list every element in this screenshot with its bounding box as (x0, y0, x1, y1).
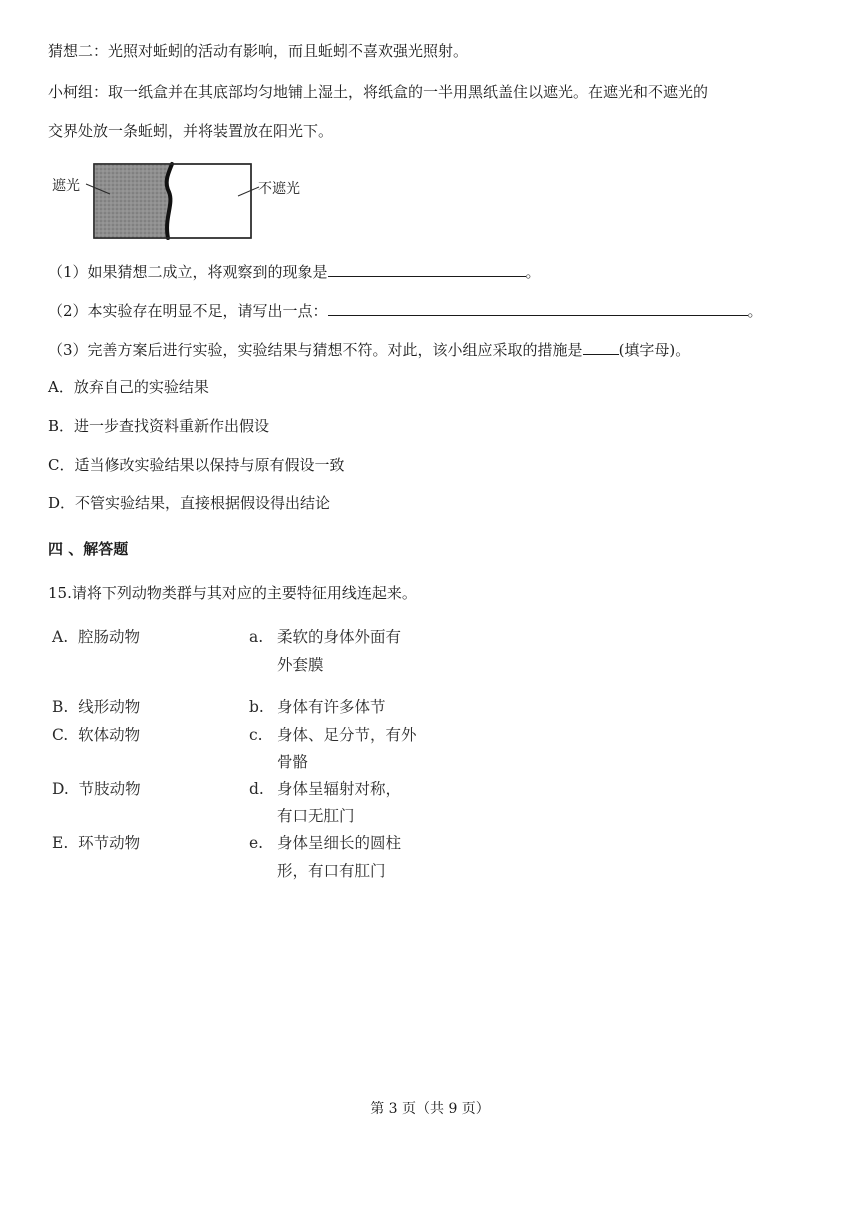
right-item-c-line1: 身体、足分节，有外 (277, 726, 417, 744)
left-item-b: B. 线形动物 (52, 698, 141, 716)
right-item-a-letter: a. (249, 628, 264, 646)
question-3: （3）完善方案后进行实验，实验结果与猜想不符。对此，该小组应采取的措施是 (填字母)。 (48, 341, 691, 359)
answer-blank-1[interactable] (328, 262, 526, 277)
experiment-box-diagram (52, 160, 312, 244)
option-d: D．不管实验结果，直接根据假设得出结论 (48, 494, 331, 512)
right-item-b-letter: b. (249, 698, 264, 716)
question-15: 15.请将下列动物类群与其对应的主要特征用线连起来。 (48, 584, 417, 602)
right-item-e-line1: 身体呈细长的圆柱 (277, 834, 402, 852)
right-item-b-line1: 身体有许多体节 (277, 698, 386, 716)
left-item-e: E. 环节动物 (52, 834, 141, 852)
right-item-d-line2: 有口无肛门 (277, 807, 355, 825)
shaded-label: 遮光 (52, 178, 80, 194)
right-item-e-line2: 形，有口有肛门 (277, 862, 386, 880)
dark-half (94, 164, 172, 238)
left-item-a: A. 腔肠动物 (52, 628, 140, 646)
left-item-d: D. 节肢动物 (52, 780, 141, 798)
unshaded-label: 不遮光 (258, 181, 300, 197)
group-procedure-line-2: 交界处放一条蚯蚓，并将装置放在阳光下。 (48, 122, 334, 140)
section-heading: 四 、解答题 (48, 540, 129, 558)
option-b: B．进一步查找资料重新作出假设 (48, 417, 270, 435)
right-item-c-letter: c. (249, 726, 263, 744)
answer-blank-3[interactable] (583, 340, 619, 355)
right-item-e-letter: e. (249, 834, 264, 852)
group-procedure-line-1: 小柯组：取一纸盒并在其底部均匀地铺上湿土，将纸盒的一半用黑纸盖住以遮光。在遮光和不遮光的 (48, 83, 709, 101)
answer-blank-2[interactable] (328, 301, 748, 316)
option-a: A．放弃自己的实验结果 (48, 378, 209, 396)
experiment-box-figure (52, 160, 312, 244)
right-item-d-line1: 身体呈辐射对称， (277, 780, 402, 798)
right-item-c-line2: 骨骼 (277, 753, 309, 771)
page-footer: 第 3 页（共 9 页） (370, 1101, 490, 1117)
right-item-d-letter: d. (249, 780, 264, 798)
question-1: （1）如果猜想二成立，将观察到的现象是 。 (48, 263, 541, 281)
left-item-c: C. 软体动物 (52, 726, 141, 744)
right-item-a-line2: 外套膜 (277, 656, 324, 674)
question-2: （2）本实验存在明显不足，请写出一点： 。 (48, 302, 763, 320)
option-c: C．适当修改实验结果以保持与原有假设一致 (48, 456, 345, 474)
hypothesis-two: 猜想二：光照对蚯蚓的活动有影响，而且蚯蚓不喜欢强光照射。 (48, 42, 469, 60)
right-item-a-line1: 柔软的身体外面有 (277, 628, 402, 646)
